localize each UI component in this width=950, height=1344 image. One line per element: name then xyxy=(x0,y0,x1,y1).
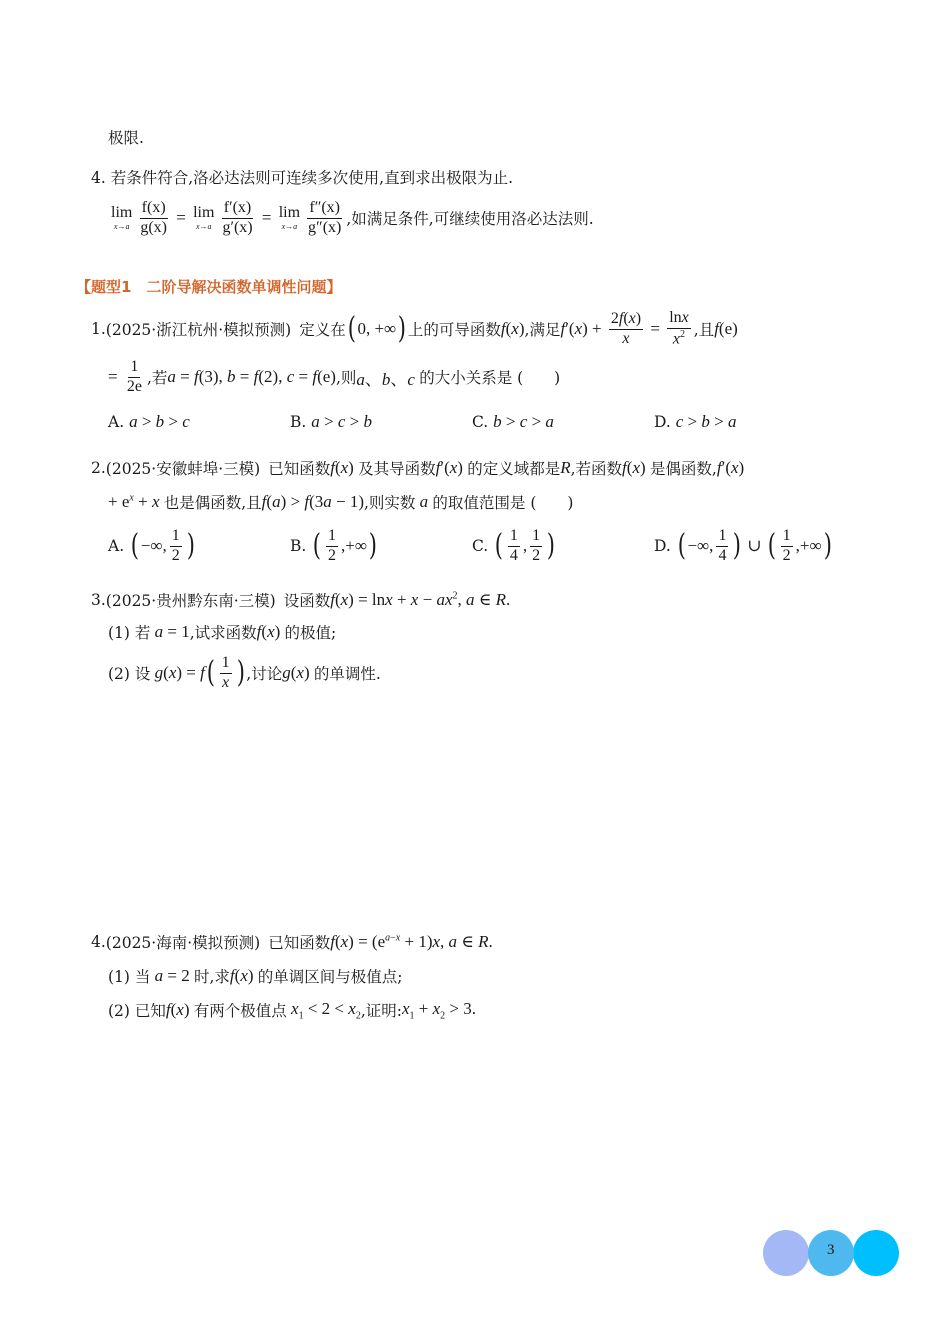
q1-source: (2025·浙江杭州·模拟预测) xyxy=(105,321,292,339)
q1-option-c[interactable]: C. b > c > a xyxy=(472,412,554,431)
page-dot-right xyxy=(853,1230,899,1276)
section-heading: 【题型1 二阶导解决函数单调性问题】 xyxy=(76,278,342,296)
q2-option-a[interactable]: A. ( −∞, $\frac{1}{2}$ ) xyxy=(108,527,195,564)
q4-source: (2025·海南·模拟预测) xyxy=(105,934,261,952)
q1-number: 1. xyxy=(91,320,106,338)
q2-option-c[interactable]: C. ( $\frac{1}{4}$ , $\frac{1}{2}$ ) xyxy=(472,527,556,564)
q2-option-b[interactable]: B. ( $\frac{1}{2}$ ,+∞ ) xyxy=(290,527,377,564)
q3-part-2: (2) 设 g(x) = f ( $\frac{1}{x}$ ) ,讨论 g(x) 的单调性. xyxy=(108,654,381,691)
formula-tail: ,如满足条件,可继续使用洛必达法则. xyxy=(346,210,594,228)
q2-stem-line1: 2. (2025·安徽蚌埠·三模) 已知函数 f(x) 及其导函数 f′(x) 的定义域都是 R ,若函数 f(x) 是偶函数, f′(x) xyxy=(91,458,745,478)
q4-stem: 4. (2025·海南·模拟预测) 已知函数 $f(x) = (e^{a-x} + 1)x$, a ∈ R. xyxy=(91,932,493,952)
q1-stem-line1: 1. (2025·浙江杭州·模拟预测) 定义在 ( 0, +∞ ) 上的可导函数 f(x) ,满足 f′(x) + $\frac{2f(x)}{x}$ = $\frac{\ln x}{x^2}$ ,且 f(e) xyxy=(91,309,738,348)
rule-item-4: 4. 若条件符合,洛必达法则可连续多次使用,直到求出极限为止. xyxy=(91,169,513,187)
q2-option-d[interactable]: D. ( −∞, $\frac{1}{4}$ ) ∪ ( $\frac{1}{2}$ ,+∞ ) xyxy=(654,527,832,564)
q2-stem-line2: + $e^x + x$ 也是偶函数,且 f(a) > f(3a − 1) ,则实数 a 的取值范围是 ( ) xyxy=(108,492,574,512)
intro-continuation: 极限. xyxy=(108,129,144,147)
q2-number: 2. xyxy=(91,459,106,477)
q1-option-a[interactable]: A. a > b > c xyxy=(108,412,190,431)
q3-number: 3. xyxy=(91,591,106,609)
q3-source: (2025·贵州黔东南·三模) xyxy=(105,592,276,610)
q3-part-1: (1) 若 a = 1 ,试求函数 f(x) 的极值; xyxy=(108,622,337,642)
page-number: 3 xyxy=(827,1242,835,1258)
page-dot-left xyxy=(763,1230,809,1276)
q1-option-d[interactable]: D. c > b > a xyxy=(654,412,737,431)
lhopital-formula: lim x→a $\frac{f(x)}{g(x)}$ = lim x→a $\frac{f'(x)}{g'(x)}$ = lim x→a $\frac{f''(x)}{g''(x)}$ ,如满足条件,可继续使用洛必达法则. xyxy=(111,199,594,236)
q1-stem-line2: = $\frac{1}{2e}$ ,若 a = f(3), b = f(2), c = f(e) ,则 a、b、c 的大小关系是 ( ) xyxy=(108,358,561,395)
q3-stem: 3. (2025·贵州黔东南·三模) 设函数 $f(x) = \ln x + x - ax^2$, a ∈ R. xyxy=(91,590,511,610)
q2-source: (2025·安徽蚌埠·三模) xyxy=(105,460,261,478)
q4-part-1: (1) 当 a = 2 时,求 f(x) 的单调区间与极值点; xyxy=(108,966,403,986)
q1-option-b[interactable]: B. a > c > b xyxy=(290,412,372,431)
q4-number: 4. xyxy=(91,933,106,951)
q4-part-2: (2) 已知 f(x) 有两个极值点 $x_1 < 2 < x_2$ ,证明: $x_1 + x_2 > 3$. xyxy=(108,998,476,1022)
